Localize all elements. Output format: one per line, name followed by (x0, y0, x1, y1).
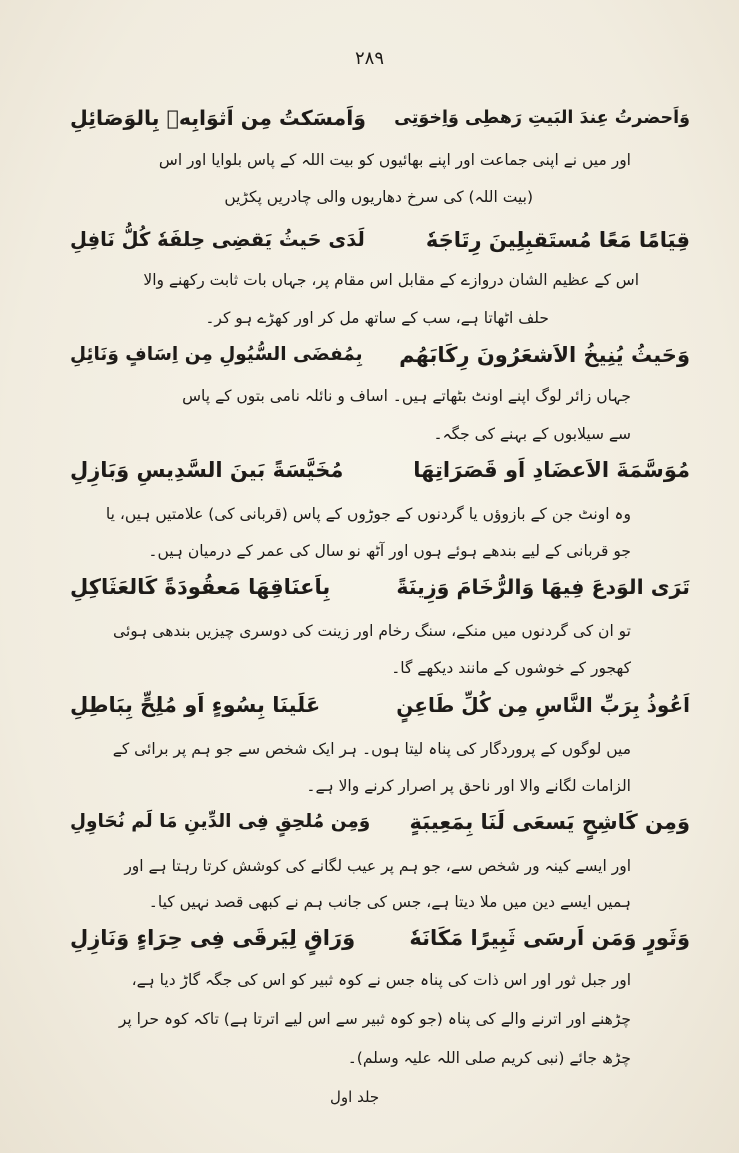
translation-line: ہمیں ایسے دین میں ملا دیتا ہے، جس کی جانب ہم نے کبھی قصد نہیں کیا۔ (148, 893, 631, 911)
translation-line: الزامات لگانے والا اور ناحق پر اصرار کرنے والا ہے۔ (306, 777, 631, 795)
verse-first-hemistich: قِیَامًا مَعًا مُستَقبِلِینَ رِتَاجَهٗ (425, 228, 690, 252)
verse-3 (70, 335, 690, 375)
verse-second-hemistich: مُخَیَّسَةً بَینَ السَّدِیسِ وَبَازِلِ (70, 458, 344, 482)
verse-second-hemistich: لَدَی حَیثُ یَقضِی حِلفَهٗ کُلُّ نَافِلِ (70, 228, 365, 251)
translation-line: میں لوگوں کے پروردگار کی پناہ لیتا ہوں۔ ہر ایک شخص سے جو ہم پر برائی کے (112, 740, 631, 758)
page-number: ۲۸۹ (354, 48, 384, 69)
translation-line: تو ان کی گردنوں میں منکے، سنگ رخام اور زینت کی دوسری چیزیں بندھی ہوئی (113, 622, 631, 640)
verse-first-hemistich: تَرَی الوَدعَ فِیهَا وَالرُّخَامَ وَزِینَةً (396, 575, 690, 599)
translation-line: چڑھ جائے (نبی کریم صلی اللہ علیہ وسلم)۔ (347, 1049, 631, 1067)
translation-line: اور ایسے کینہ ور شخص سے، جو ہم پر عیب لگانے کی کوشش کرتا رہتا ہے اور (124, 857, 631, 875)
verse-second-hemistich: بِمُفضَی السُّیُولِ مِن اِسَافٍ وَنَائِلِ (70, 344, 363, 365)
translation-line: اس کے عظیم الشان دروازے کے مقابل اس مقام پر، جہاں بات ثابت رکھنے والا (143, 271, 639, 289)
verse-first-hemistich: وَاَحضرتُ عِندَ البَيتِ رَهطِی وَاِخوَتِی (394, 108, 690, 128)
verse-first-hemistich: مُوَسَّمَةَ الاَعضَادِ اَو قَصَرَاتِهَا (413, 458, 690, 482)
translation-line: کھجور کے خوشوں کے مانند دیکھے گا۔ (391, 659, 631, 677)
verse-first-hemistich: وَثَورٍ وَمَن اَرسَی ثَبِیرًا مَکَانَهٗ (409, 926, 690, 950)
verse-7 (70, 802, 690, 842)
verse-6 (70, 685, 690, 725)
verse-first-hemistich: وَحَیثُ یُنِیخُ الاَشعَرُونَ رِکَابَهُم (399, 343, 690, 367)
translation-line: وہ اونٹ جن کے بازوؤں یا گردنوں کے جوڑوں کے پاس (قربانی کی) علامتیں ہیں، یا (105, 505, 631, 523)
volume-label: جلد اول (330, 1088, 380, 1106)
translation-line: اور جبل ثور اور اس ذات کی پناہ جس نے کوہ ثبیر کو اس کی جگہ گاڑ دیا ہے، (131, 971, 631, 989)
verse-5 (70, 567, 690, 607)
verse-first-hemistich: اَعُوذُ بِرَبِّ النَّاسِ مِن کُلِّ طَاعِنٍ (396, 693, 690, 717)
verse-second-hemistich: وَاَمسَکتُ مِن اَثوَابِهٖ بِالوَصَائِلِ (70, 106, 366, 130)
translation-line: حلف اٹھاتا ہے، سب کے ساتھ مل کر اور کھڑے ہو کر۔ (205, 309, 549, 327)
translation-line: (بیت اللہ) کی سرخ دھاریوں والی چادریں پکڑیں (224, 188, 533, 206)
verse-second-hemistich: وَرَاقٍ لِیَرقَی فِی حِرَاءٍ وَنَازِلِ (70, 926, 356, 950)
verse-2 (70, 220, 690, 260)
verse-second-hemistich: بِاَعنَاقِهَا مَعقُودَةً کَالعَثَاکِلِ (70, 575, 331, 599)
verse-8 (70, 918, 690, 958)
verse-4 (70, 450, 690, 490)
verse-1 (70, 98, 690, 138)
verse-second-hemistich: وَمِن مُلحِقٍ فِی الدِّینِ مَا لَم نُحَاوِلِ (70, 811, 371, 832)
translation-line: جہاں زائر لوگ اپنے اونٹ بٹھاتے ہیں۔ اساف و نائلہ نامی بتوں کے پاس (182, 387, 631, 405)
translation-line: اور میں نے اپنی جماعت اور اپنے بھائیوں کو بیت اللہ کے پاس بلوایا اور اس (158, 151, 631, 169)
translation-line: سے سیلابوں کے بہنے کی جگہ۔ (433, 425, 631, 443)
verse-first-hemistich: وَمِن کَاشِحٍ یَسعَی لَنَا بِمَعِیبَةٍ (409, 810, 690, 834)
verse-second-hemistich: عَلَینَا بِسُوءٍ اَو مُلِحٍّ بِبَاطِلِ (70, 693, 321, 717)
translation-line: جو قربانی کے لیے بندھے ہوئے ہوں اور آٹھ نو سال کی عمر کے درمیان ہیں۔ (148, 542, 631, 560)
translation-line: چڑھنے اور اترنے والے کی پناہ (جو کوہ ثبیر سے اس لیے اترتا ہے) تاکہ کوہ حرا پر (118, 1010, 631, 1028)
